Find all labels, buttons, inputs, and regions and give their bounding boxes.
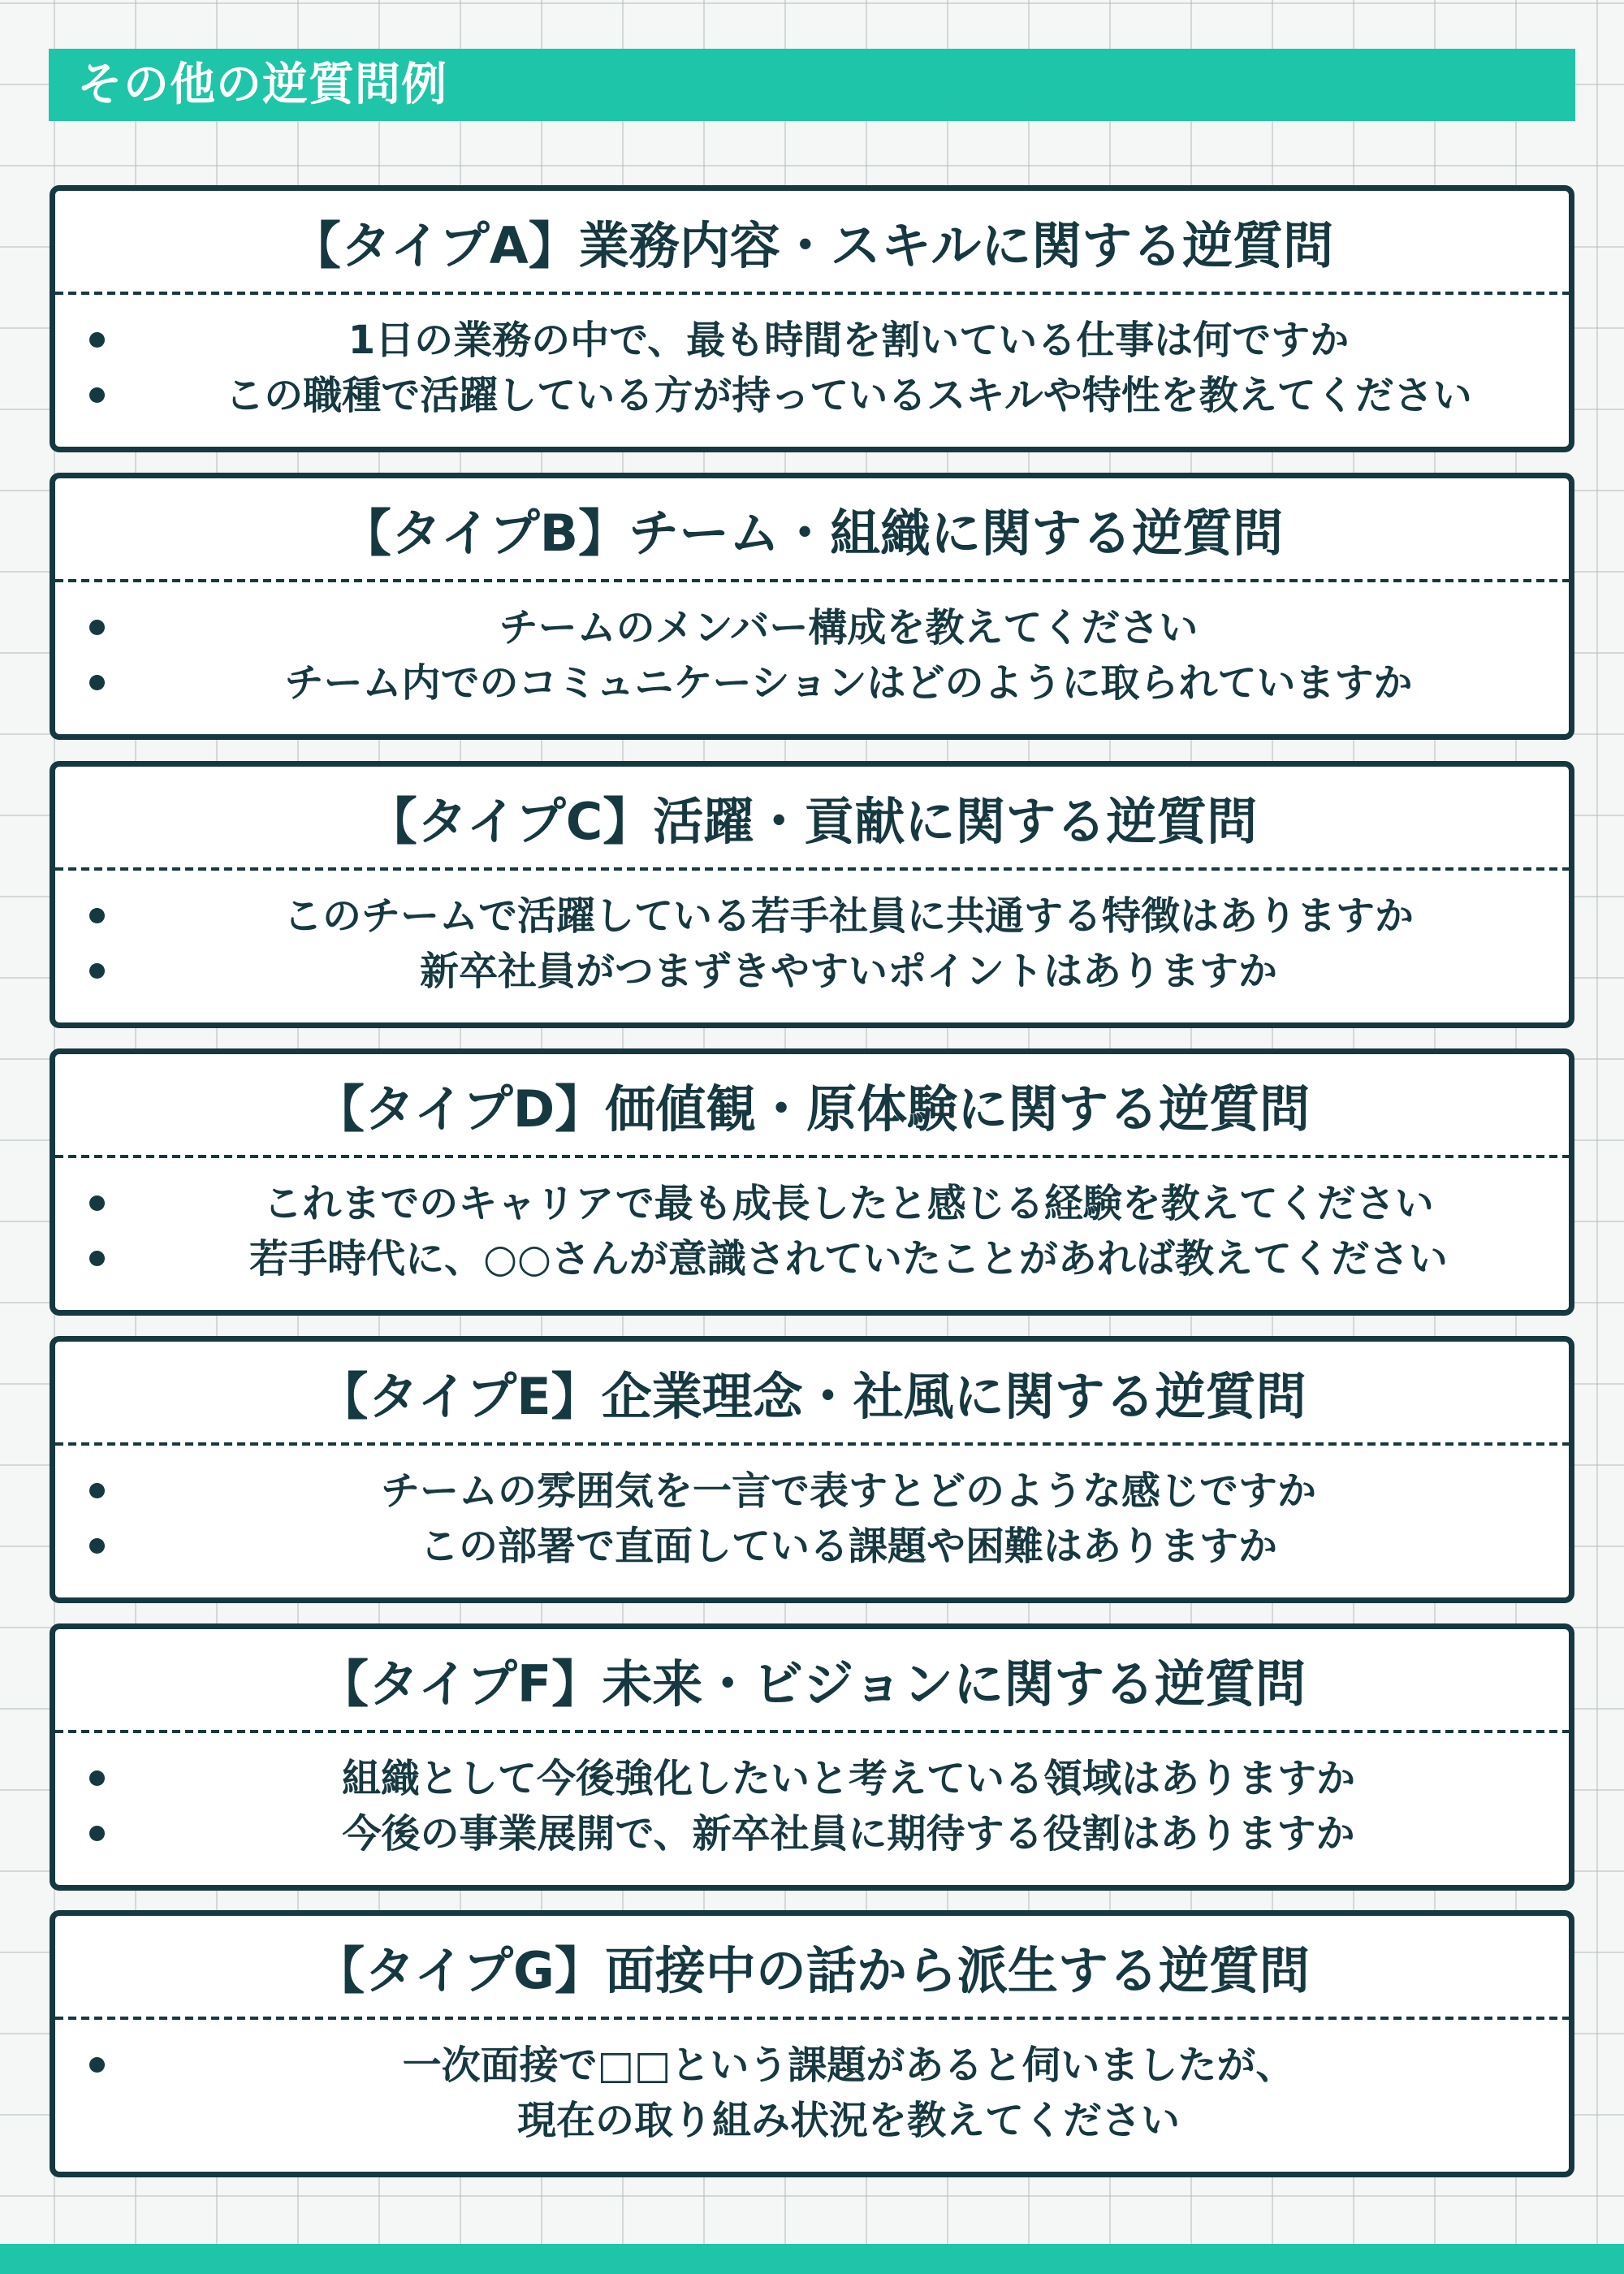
page-title: その他の逆質問例 — [77, 58, 447, 111]
section-header-bar — [49, 49, 1575, 121]
bullet-icon — [89, 963, 105, 979]
list-item — [55, 1463, 1569, 1519]
bullet-icon — [89, 1826, 105, 1841]
list-item — [55, 368, 1569, 423]
question-card-type-d — [50, 1048, 1574, 1316]
question-card-type-e — [50, 1336, 1574, 1603]
bullet-icon — [89, 387, 105, 403]
question-text-line-2: 現在の取り組み状況を教えてください — [516, 2098, 1180, 2143]
question-text: 若手時代に、○○さんが意識されていたことがあれば教えてください — [249, 1236, 1448, 1282]
card-title: 【タイプB】チーム・組織に関する逆質問 — [340, 503, 1284, 563]
question-list — [55, 871, 1569, 1022]
list-item — [55, 888, 1569, 944]
question-list — [55, 582, 1569, 734]
list-item — [55, 944, 1569, 999]
question-text: このチームで活躍している若手社員に共通する特徴はありますか — [283, 893, 1414, 939]
list-item — [55, 600, 1569, 655]
bullet-icon — [89, 332, 105, 348]
question-text: この職種で活躍している方が持っているスキルや特性を教えてください — [225, 373, 1472, 418]
question-text: この部署で直面している課題や困難はありますか — [419, 1524, 1277, 1569]
bullet-icon — [89, 675, 105, 690]
question-text: チーム内でのコミュニケーションはどのように取られていますか — [284, 660, 1413, 706]
question-card-type-a — [50, 185, 1574, 452]
question-list — [55, 295, 1569, 447]
question-text: 新卒社員がつまずきやすいポイントはありますか — [419, 949, 1277, 994]
list-item — [55, 1176, 1569, 1231]
bullet-icon — [89, 1538, 105, 1554]
question-text: 1日の業務の中で、最も時間を割いている仕事は何ですか — [348, 318, 1350, 363]
question-list — [55, 2020, 1569, 2172]
list-item — [55, 2038, 1569, 2148]
card-title: 【タイプD】価値観・原体験に関する逆質問 — [313, 1079, 1311, 1139]
bullet-icon — [89, 1483, 105, 1498]
question-list — [55, 1446, 1569, 1597]
card-title: 【タイプE】企業理念・社風に関する逆質問 — [317, 1366, 1307, 1426]
question-text: 組織として今後強化したいと考えている領域はありますか — [341, 1756, 1355, 1801]
question-list — [55, 1733, 1569, 1885]
question-text: これまでのキャリアで最も成長したと感じる経験を教えてください — [263, 1181, 1434, 1226]
list-item — [55, 313, 1569, 368]
card-title: 【タイプA】業務内容・スキルに関する逆質問 — [290, 215, 1334, 275]
list-item — [55, 1519, 1569, 1574]
question-list — [55, 1158, 1569, 1310]
bullet-icon — [89, 2057, 105, 2073]
bullet-icon — [89, 1251, 105, 1266]
bullet-icon — [89, 908, 105, 923]
card-title: 【タイプF】未来・ビジョンに関する逆質問 — [317, 1654, 1306, 1714]
question-card-type-b — [50, 473, 1574, 740]
question-text: 今後の事業展開で、新卒社員に期待する役割はありますか — [342, 1811, 1355, 1857]
card-title: 【タイプG】面接中の話から派生する逆質問 — [314, 1940, 1310, 2000]
question-card-type-f — [50, 1623, 1574, 1891]
question-text: チームの雰囲気を一言で表すとどのような感じですか — [380, 1468, 1316, 1514]
list-item — [55, 1806, 1569, 1861]
question-text: チームのメンバー構成を教えてください — [499, 605, 1199, 651]
footer-bar — [0, 2244, 1624, 2274]
list-item — [55, 1231, 1569, 1286]
card-title: 【タイプC】活躍・貢献に関する逆質問 — [366, 791, 1258, 851]
list-item — [55, 1751, 1569, 1806]
question-card-type-g — [50, 1910, 1574, 2177]
question-card-type-c — [50, 761, 1574, 1028]
bullet-icon — [89, 620, 105, 635]
bullet-icon — [89, 1770, 105, 1786]
question-text-line-1: 一次面接で□□という課題があると伺いましたが、 — [402, 2043, 1295, 2088]
question-text — [128, 2038, 1569, 2148]
list-item — [55, 655, 1569, 711]
bullet-icon — [89, 1195, 105, 1211]
